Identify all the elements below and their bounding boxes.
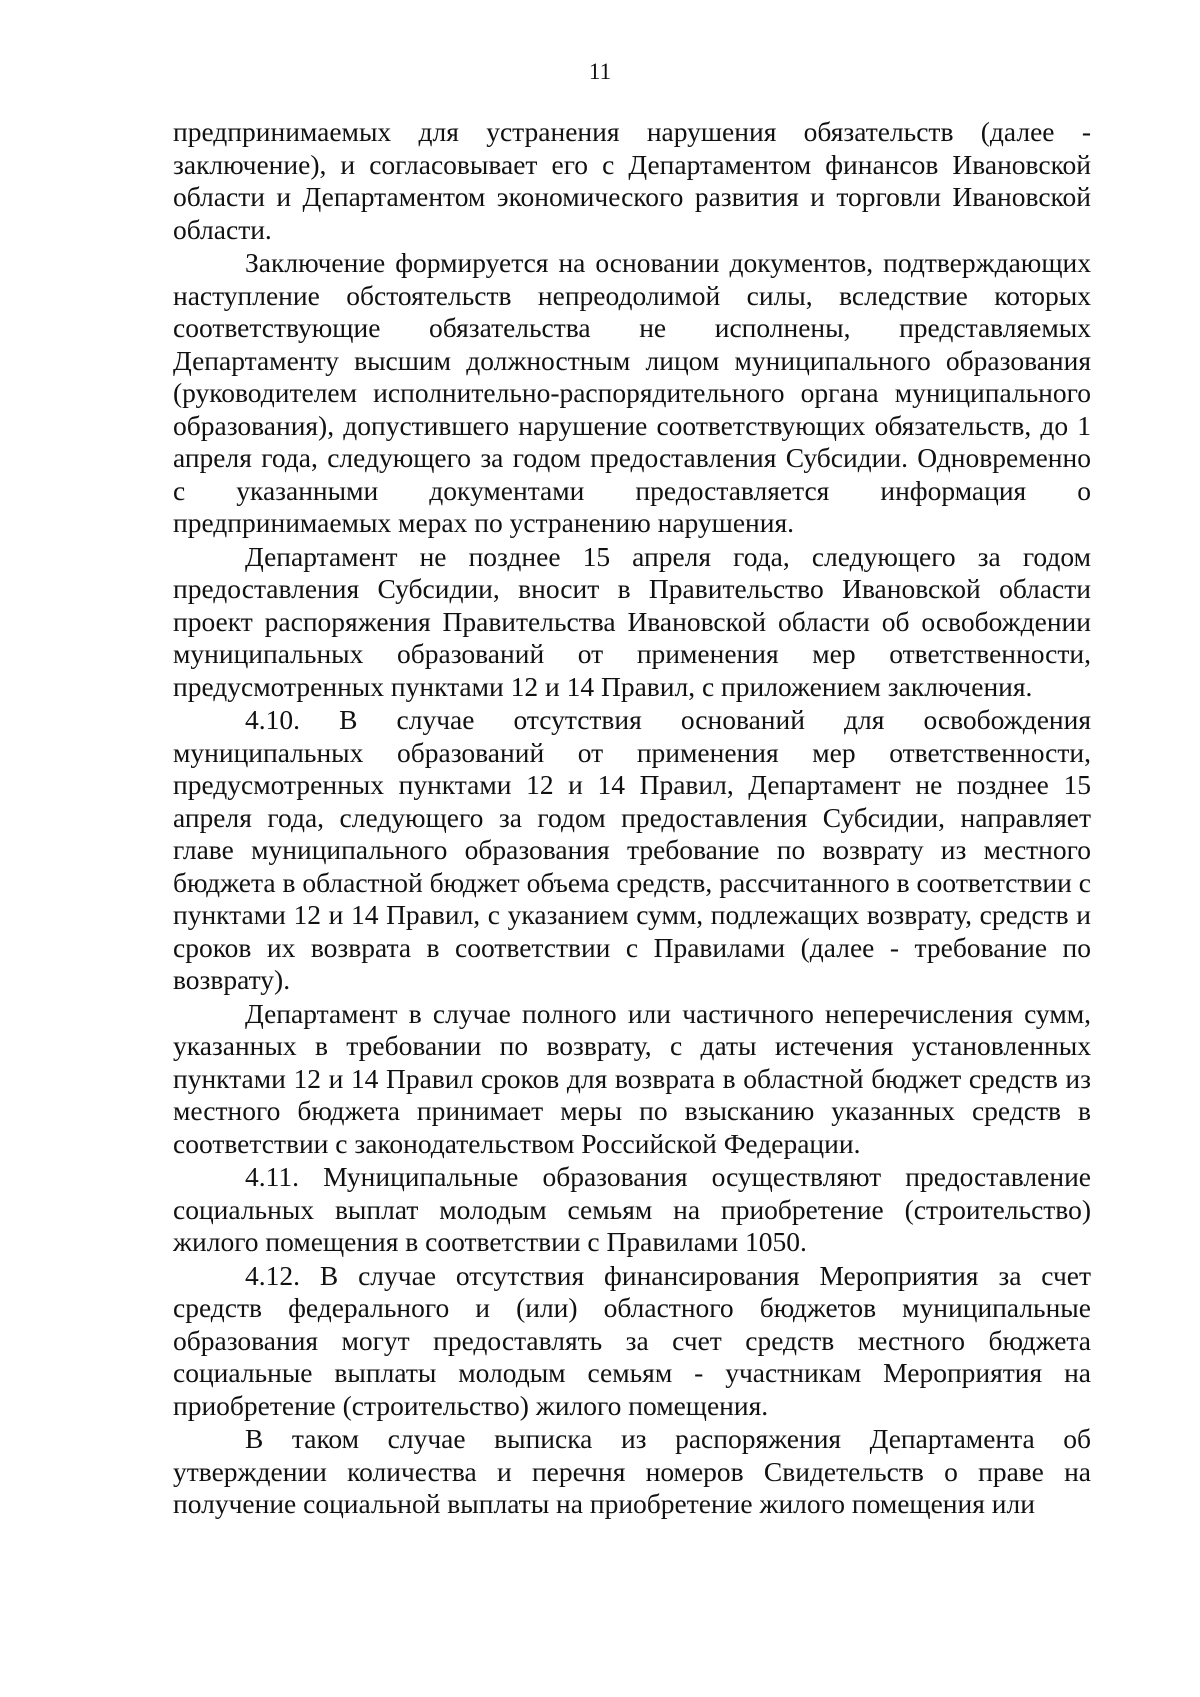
paragraph-recovery-measures: Департамент в случае полного или частичного неперечисления сумм, указанных в требовании по возврату, с даты истечения установленных пунктами 12 и 14 Правил сроков для возврата в областной бюджет средств из местного бюджета принимает меры по взысканию указанных средств в соответствии с законодательством Российской Федерации. xyxy=(173,997,1091,1159)
paragraph-continuation: предпринимаемых для устранения нарушения обязательств (далее - заключение), и согласовывает его с Департаментом финансов Ивановской области и Департаментом экономического развития и торговли Ивановской области. xyxy=(173,116,1091,245)
paragraph-extract-order: В таком случае выписка из распоряжения Департамента об утверждении количества и перечня номеров Свидетельств о праве на получение социальной выплаты на приобретение жилого помещения или xyxy=(173,1423,1091,1519)
document-body xyxy=(173,116,1091,1521)
paragraph-department-deadline: Департамент не позднее 15 апреля года, следующего за годом предоставления Субсидии, вносит в Правительство Ивановской области проект распоряжения Правительства Ивановской области об освобождении муниципальных образований от применения мер ответственности, предусмотренных пунктами 12 и 14 Правил, с приложением заключения. xyxy=(173,540,1091,702)
paragraph-4-11: 4.11. Муниципальные образования осуществляют предоставление социальных выплат молодым семьям на приобретение (строительство) жилого помещения в соответствии с Правилами 1050. xyxy=(173,1161,1091,1257)
page-number: 11 xyxy=(588,59,612,84)
paragraph-4-12: 4.12. В случае отсутствия финансирования Мероприятия за счет средств федерального и (или) областного бюджетов муниципальные образования могут предоставлять за счет средств местного бюджета социальные выплаты молодым семьям - участникам Мероприятия на приобретение (строительство) жилого помещения. xyxy=(173,1259,1091,1421)
paragraph-4-10: 4.10. В случае отсутствия оснований для освобождения муниципальных образований от применения мер ответственности, предусмотренных пунктами 12 и 14 Правил, Департамент не позднее 15 апреля года, следующего за годом предоставления Субсидии, направляет главе муниципального образования требование по возврату из местного бюджета в областной бюджет объема средств, рассчитанного в соответствии с пунктами 12 и 14 Правил, с указанием сумм, подлежащих возврату, средств и сроков их возврата в соответствии с Правилами (далее - требование по возврату). xyxy=(173,704,1091,995)
paragraph-conclusion-basis: Заключение формируется на основании документов, подтверждающих наступление обстоятельств непреодолимой силы, вследствие которых соответствующие обязательства не исполнены, представляемых Департаменту высшим должностным лицом муниципального образования (руководителем исполнительно-распорядительного органа муниципального образования), допустившего нарушение соответствующих обязательств, до 1 апреля года, следующего за годом предоставления Субсидии. Одновременно с указанными документами предоставляется информация о предпринимаемых мерах по устранению нарушения. xyxy=(173,247,1091,538)
